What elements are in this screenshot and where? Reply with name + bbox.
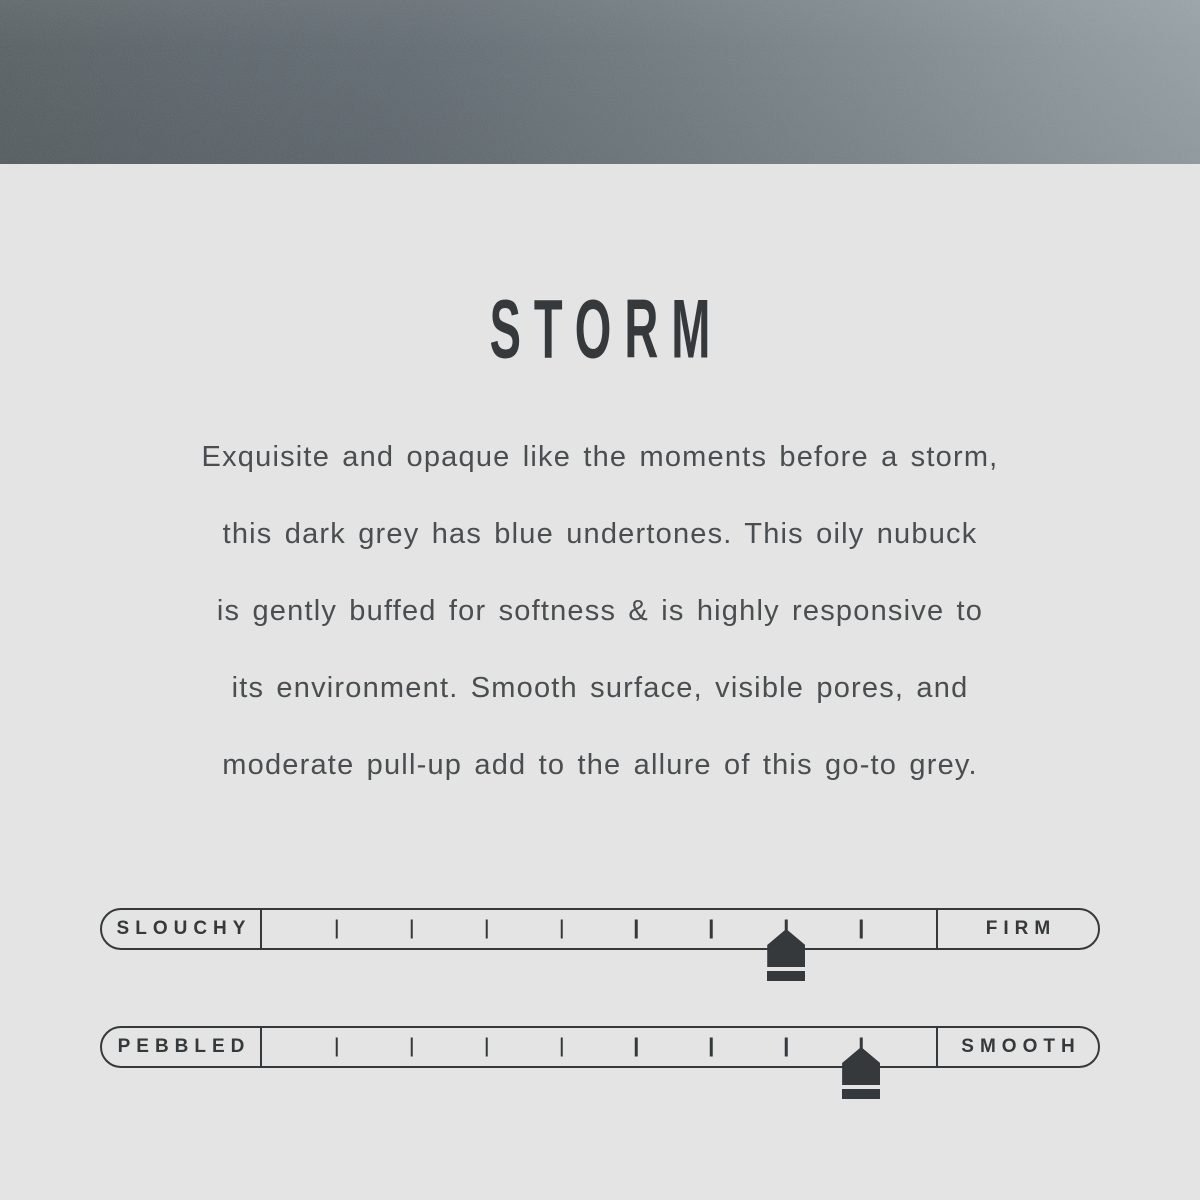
- smooth-label: SMOOTH: [961, 1036, 1081, 1057]
- banner-light-sheen: [0, 0, 1200, 164]
- marker-bar: [842, 1089, 880, 1099]
- marker-head: [842, 1047, 880, 1085]
- leather-texture-banner: [0, 0, 1200, 164]
- tick-mark: [785, 1038, 788, 1057]
- product-description: [0, 419, 1200, 804]
- firmness-slider-track: [260, 910, 938, 948]
- marker-head: [767, 929, 805, 967]
- texture-slider: [100, 1026, 1100, 1068]
- pin-marker-icon: [842, 1047, 880, 1099]
- tick-mark: [635, 920, 638, 939]
- tick-mark: [860, 920, 863, 939]
- tick-mark: [560, 1038, 563, 1057]
- slider-left-label-section: [102, 910, 260, 948]
- marker-bar: [767, 971, 805, 981]
- tick-mark: [336, 1038, 339, 1057]
- tick-mark: [411, 1038, 414, 1057]
- tick-mark: [485, 1038, 488, 1057]
- slouchy-label: SLOUCHY: [116, 918, 252, 939]
- description-line: this dark grey has blue undertones. This oily nubuck: [222, 518, 978, 550]
- description-line: moderate pull-up add to the allure of this go-to grey.: [222, 749, 978, 781]
- page-title: [0, 279, 1200, 376]
- texture-slider-track: [260, 1028, 938, 1066]
- slider-right-label-section: [938, 910, 1098, 948]
- firmness-slider: [100, 908, 1100, 950]
- tick-mark: [710, 920, 713, 939]
- firm-label: FIRM: [985, 918, 1057, 939]
- pebbled-label: PEBBLED: [117, 1036, 251, 1057]
- slider-right-label-section: [938, 1028, 1098, 1066]
- tick-mark: [336, 920, 339, 939]
- color-name-heading: STORM: [489, 280, 724, 376]
- pin-marker-icon: [767, 929, 805, 981]
- tick-mark: [411, 920, 414, 939]
- description-line: its environment. Smooth surface, visible pores, and: [231, 672, 969, 704]
- tick-mark: [485, 920, 488, 939]
- description-line: Exquisite and opaque like the moments before a storm,: [201, 441, 999, 473]
- tick-mark: [635, 1038, 638, 1057]
- description-line: is gently buffed for softness & is highly responsive to: [216, 595, 984, 627]
- slider-left-label-section: [102, 1028, 260, 1066]
- tick-mark: [710, 1038, 713, 1057]
- tick-mark: [560, 920, 563, 939]
